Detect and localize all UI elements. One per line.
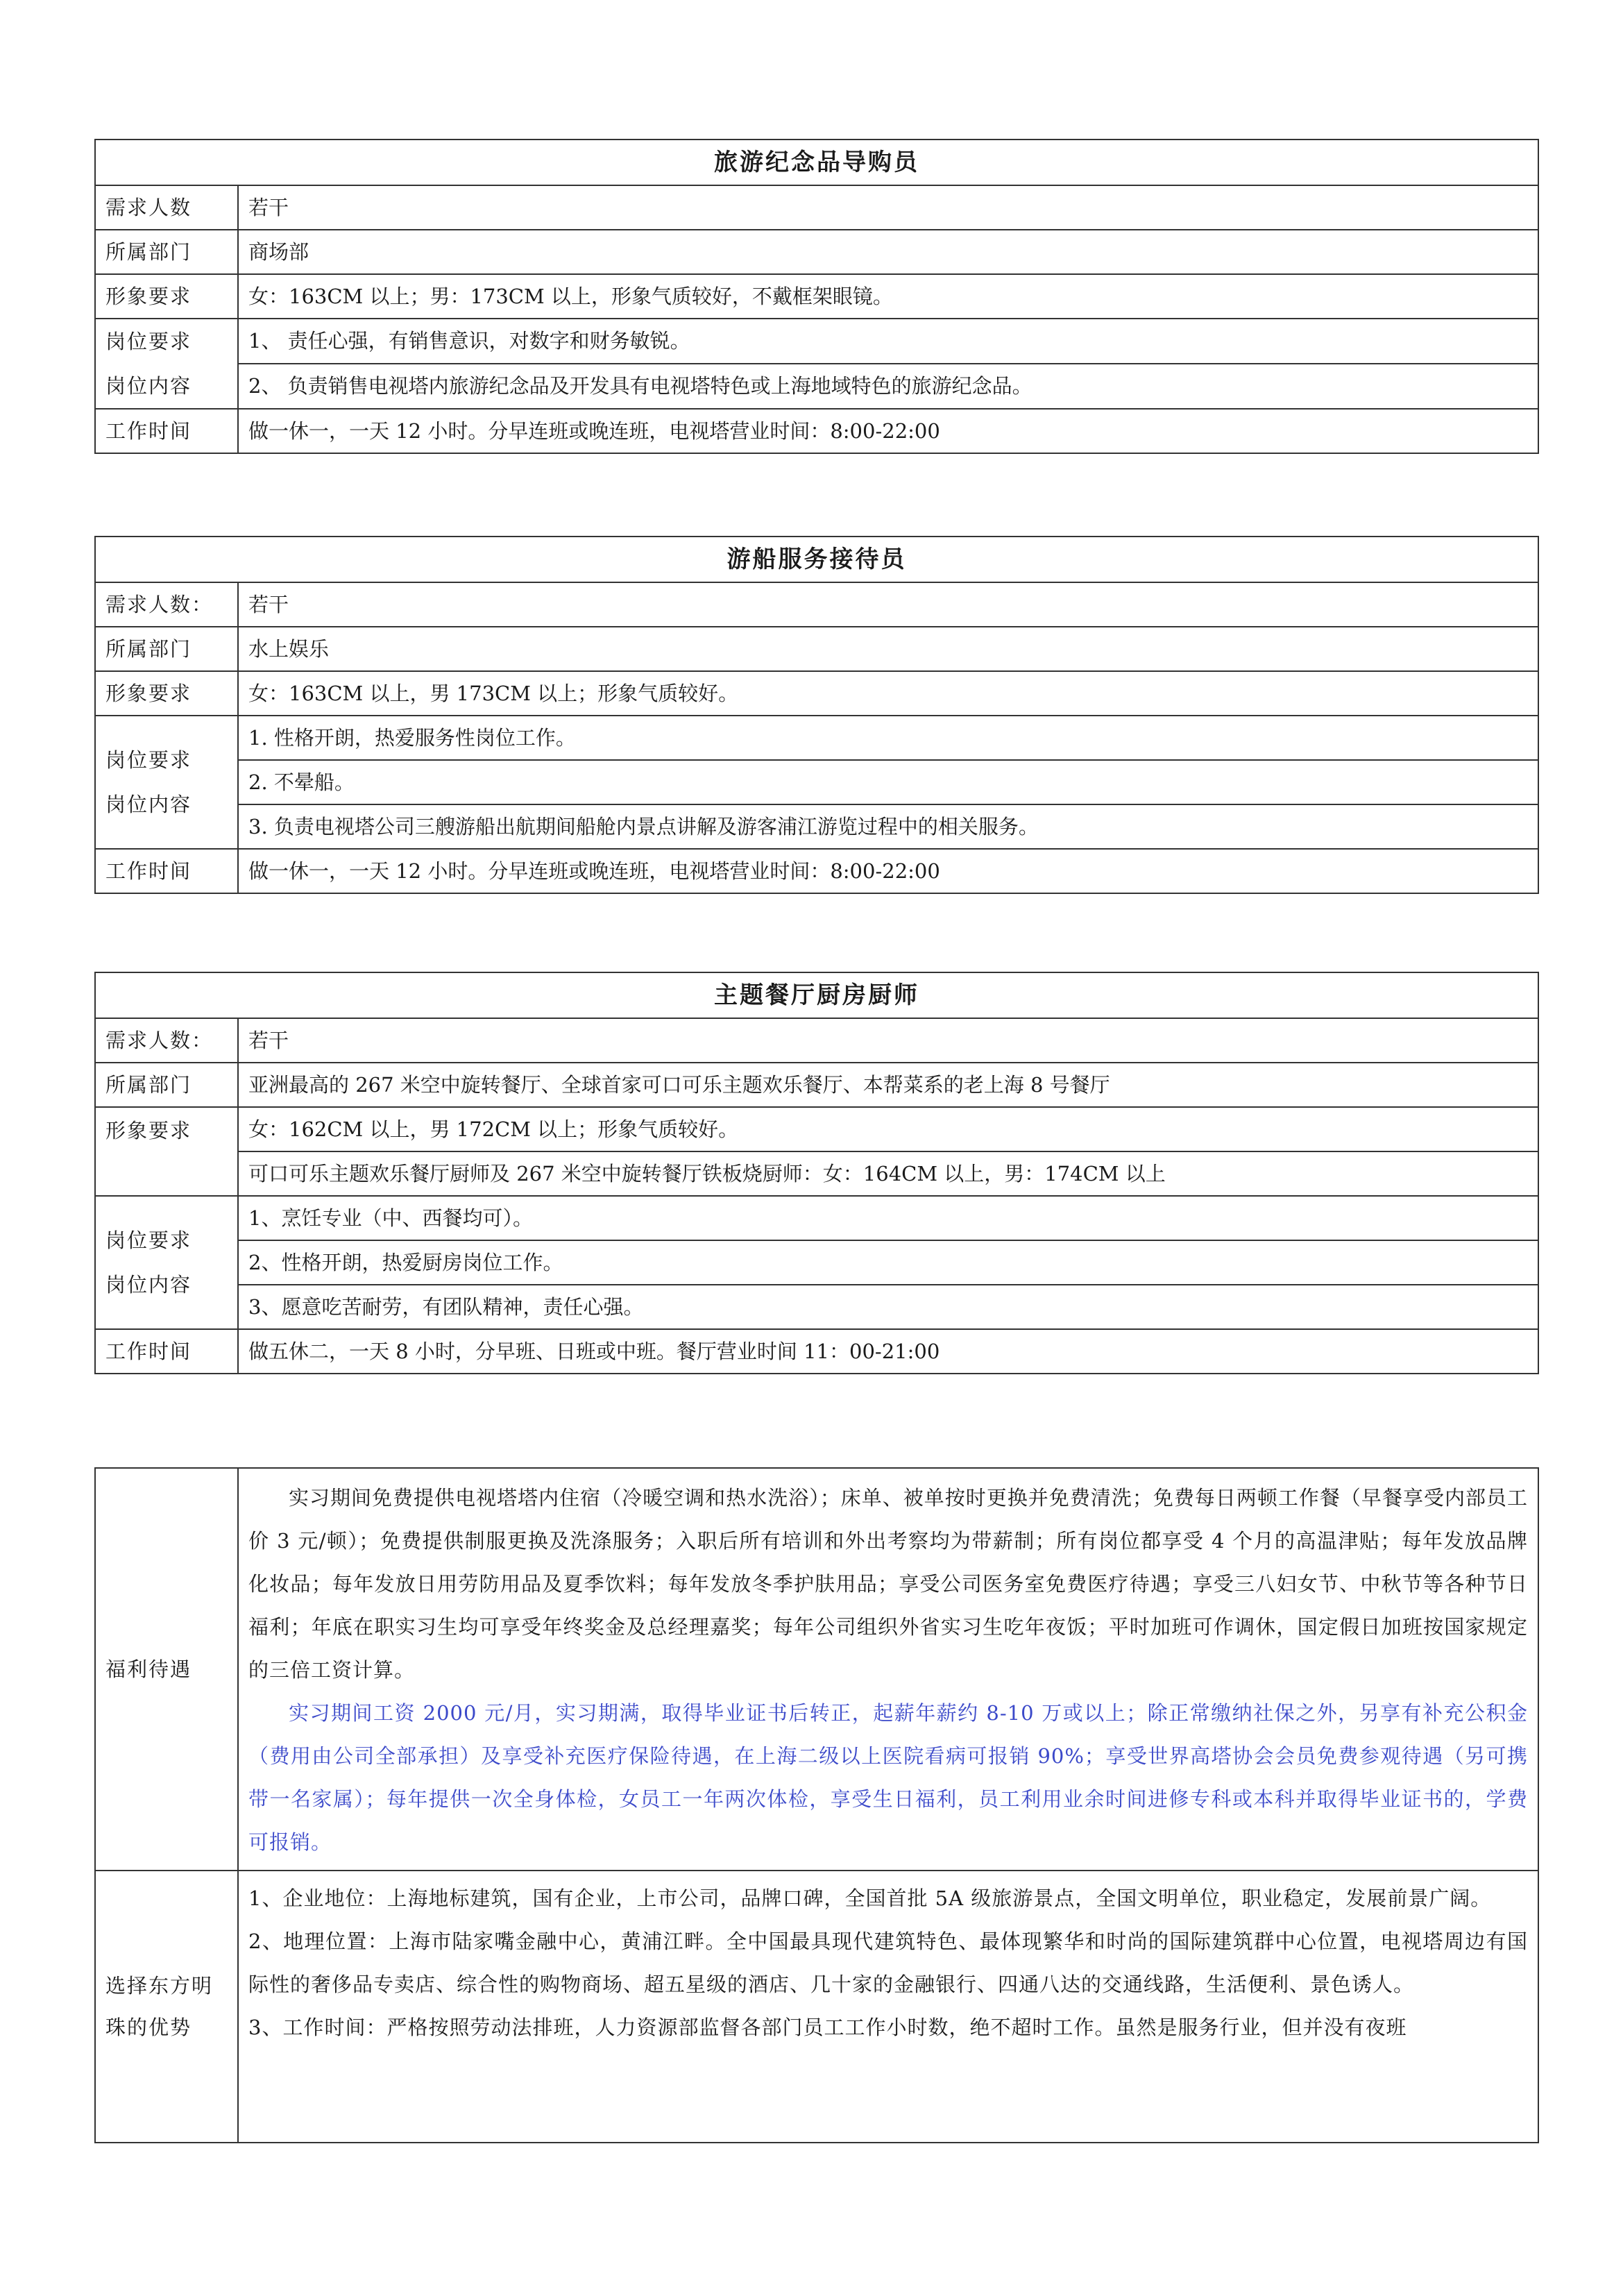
row-label: 形象要求	[95, 671, 238, 716]
salary-paragraph: 实习期间工资 2000 元/月，实习期满，取得毕业证书后转正，起薪年薪约 8-10 万或以上；除正常缴纳社保之外，另享有补充公积金（费用由公司全部承担）及享受补充医疗保险待遇，在上海二级以上医院看病可报销 90%；享受世界高塔协会会员免费参观待遇（另可携带一名家属）；每年提供一次全身体检，女员工一年两次体检，享受生日福利，员工利用业余时间进修专科或本科并取得毕业证书的，学费可报销。	[248, 1701, 1528, 1854]
duty-label-line: 岗位内容	[105, 374, 192, 398]
duty-item: 2. 不晕船。	[238, 760, 1538, 804]
duty-item: 1、 责任心强，有销售意识，对数字和财务敏锐。	[238, 319, 1538, 364]
time-value: 做五休二，一天 8 小时，分早班、日班或中班。餐厅营业时间 11：00-21:00	[238, 1329, 1538, 1374]
benefits-paragraph: 实习期间免费提供电视塔塔内住宿（冷暖空调和热水洗浴）；床单、被单按时更换并免费清洗；免费每日两顿工作餐（早餐享受内部员工价 3 元/顿）；免费提供制服更换及洗涤服务；入职后所有培训和外出考察均为带薪制；所有岗位都享受 4 个月的高温津贴；每年发放品牌化妆品；每年发放日用劳防用品及夏季饮料；每年发放冬季护肤用品；享受公司医务室免费医疗待遇；享受三八妇女节、中秋节等各种节日福利；年底在职实习生均可享受年终奖金及总经理嘉奖；每年公司组织外省实习生吃年夜饭；平时加班可作调休，国定假日加班按国家规定的三倍工资计算。	[248, 1486, 1528, 1682]
row-label: 需求人数：	[95, 582, 238, 627]
duty-item: 1. 性格开朗，热爱服务性岗位工作。	[238, 716, 1538, 760]
duty-label	[95, 319, 238, 409]
job-title: 游船服务接待员	[95, 537, 1538, 582]
row-label: 所属部门	[95, 627, 238, 671]
image-label: 形象要求	[95, 1107, 238, 1196]
duty-label-line: 岗位要求	[105, 330, 192, 353]
row-value: 女：163CM 以上，男 173CM 以上；形象气质较好。	[238, 671, 1538, 716]
row-value: 女：163CM 以上；男：173CM 以上，形象气质较好，不戴框架眼镜。	[238, 274, 1538, 319]
time-value: 做一休一，一天 12 小时。分早连班或晚连班，电视塔营业时间：8:00-22:00	[238, 849, 1538, 893]
row-label: 需求人数	[95, 185, 238, 230]
job-title: 主题餐厅厨房厨师	[95, 972, 1538, 1018]
job-title: 旅游纪念品导购员	[95, 140, 1538, 185]
duty-item: 2、 负责销售电视塔内旅游纪念品及开发具有电视塔特色或上海地域特色的旅游纪念品。	[238, 364, 1538, 409]
duty-item: 1、烹饪专业（中、西餐均可）。	[238, 1196, 1538, 1240]
row-label: 需求人数：	[95, 1018, 238, 1063]
row-value: 若干	[238, 1018, 1538, 1063]
duty-label-line: 岗位要求	[105, 1229, 192, 1252]
advantage-item: 3、工作时间：严格按照劳动法排班，人力资源部监督各部门员工工作小时数，绝不超时工作。虽然是服务行业，但并没有夜班	[248, 2016, 1407, 2039]
advantages-label-line: 珠的优势	[105, 2016, 192, 2039]
advantage-item: 1、企业地位：上海地标建筑，国有企业，上市公司，品牌口碑，全国首批 5A 级旅游景点，全国文明单位，职业稳定，发展前景广阔。	[248, 1886, 1492, 1910]
row-label: 所属部门	[95, 1063, 238, 1107]
image-value: 可口可乐主题欢乐餐厅厨师及 267 米空中旋转餐厅铁板烧厨师：女：164CM 以上，男：174CM 以上	[238, 1151, 1538, 1196]
advantage-item: 2、地理位置：上海市陆家嘴金融中心，黄浦江畔。全中国最具现代建筑特色、最体现繁华和时尚的国际建筑群中心位置，电视塔周边有国际性的奢侈品专卖店、综合性的购物商场、超五星级的酒店、几十家的金融银行、四通八达的交通线路，生活便利、景色诱人。	[248, 1930, 1528, 1996]
duty-label-line: 岗位内容	[105, 1273, 192, 1297]
row-value: 水上娱乐	[238, 627, 1538, 671]
job-table-chef	[94, 972, 1539, 1374]
row-value: 亚洲最高的 267 米空中旋转餐厅、全球首家可口可乐主题欢乐餐厅、本帮菜系的老上海 8 号餐厅	[238, 1063, 1538, 1107]
duty-label-line: 岗位内容	[105, 793, 192, 816]
row-value: 若干	[238, 185, 1538, 230]
advantages-body	[238, 1871, 1538, 2143]
advantages-label-line: 选择东方明	[105, 1974, 214, 1998]
duty-label	[95, 1196, 238, 1329]
row-label: 所属部门	[95, 230, 238, 274]
job-table-cruise	[94, 536, 1539, 894]
row-value: 若干	[238, 582, 1538, 627]
time-label: 工作时间	[95, 409, 238, 453]
row-value: 商场部	[238, 230, 1538, 274]
time-label: 工作时间	[95, 849, 238, 893]
duty-label	[95, 716, 238, 849]
row-label: 形象要求	[95, 274, 238, 319]
job-table-souvenir	[94, 139, 1539, 454]
duty-item: 3. 负责电视塔公司三艘游船出航期间船舱内景点讲解及游客浦江游览过程中的相关服务。	[238, 804, 1538, 849]
duty-item: 2、性格开朗，热爱厨房岗位工作。	[238, 1240, 1538, 1285]
benefits-label: 福利待遇	[95, 1468, 238, 1871]
advantages-label	[95, 1871, 238, 2143]
benefits-table	[94, 1467, 1539, 2143]
time-label: 工作时间	[95, 1329, 238, 1374]
benefits-body	[238, 1468, 1538, 1871]
image-value: 女：162CM 以上，男 172CM 以上；形象气质较好。	[238, 1107, 1538, 1151]
duty-item: 3、愿意吃苦耐劳，有团队精神，责任心强。	[238, 1285, 1538, 1329]
time-value: 做一休一，一天 12 小时。分早连班或晚连班，电视塔营业时间：8:00-22:00	[238, 409, 1538, 453]
duty-label-line: 岗位要求	[105, 748, 192, 772]
